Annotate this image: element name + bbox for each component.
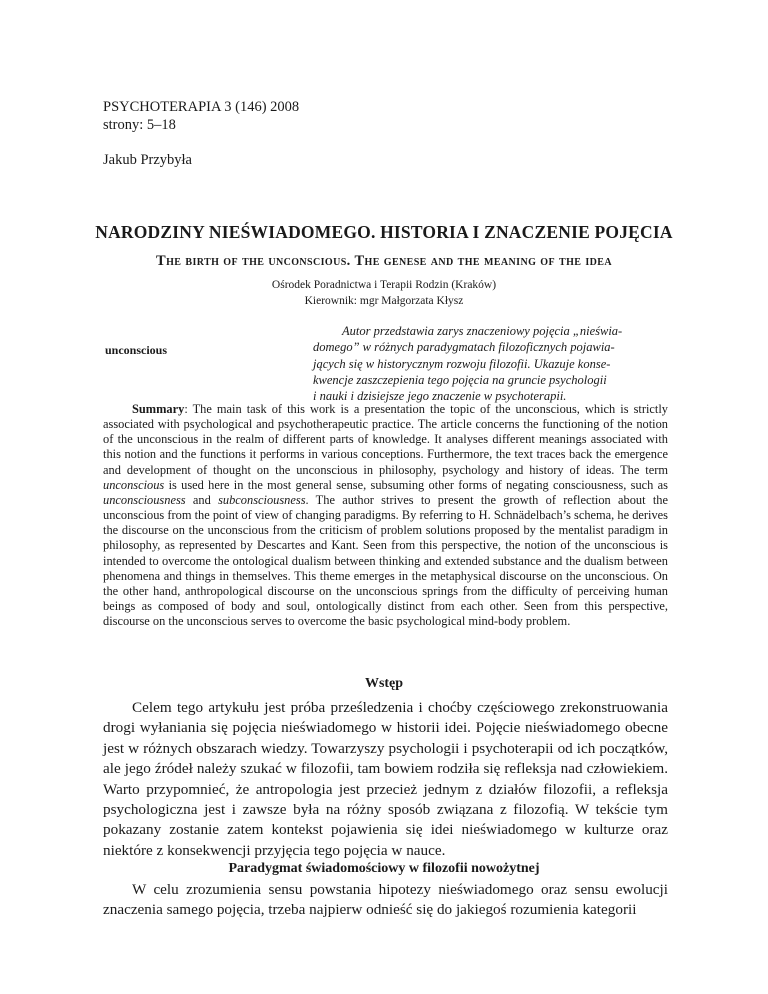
abstract-line: jących się w historycznym rozwoju filozofii. Ukazuje konse- [313,356,611,371]
summary-text: is used here in the most general sense, subsuming other forms of negating consciousness, such as [164,477,668,492]
article-title: NARODZINY NIEŚWIADOMEGO. HISTORIA I ZNACZENIE POJĘCIA [95,222,673,242]
abstract-line: kwencje zaszczepienia tego pojęcia na gruncie psychologii [313,372,607,387]
journal-pages: strony: 5–18 [103,117,176,133]
summary-text: : The main task of this work is a presentation the topic of the unconscious, which is strictly associated with psychological and psychotherapeutic practice. The article concerns the functioning of the notion of the unconscious in the realm of different parts of knowledge. It analyses different meanings associated with this notion and the functions it performs in various conceptions. Furthermore, the text traces back the emergence and development of thought on the unconscious in philosophy, psychology and history of ideas. The term [103,402,668,477]
summary-term: subconsciousness [218,492,306,507]
abstract-polish [313,323,665,404]
summary-text: . The author strives to present the growth of reflection about the unconscious from the point of view of changing paradigms. By referring to H. Schnädelbach’s schema, he derives the discourse on the unconscious from the criticism of problem solutions proposed by the mentalist paradigm in philosophy, as represented by Descartes and Kant. Seen from this perspective, the notion of the unconscious is intended to overcome the ontological dualism between thinking and extended substance and the dualism between phenomena and things in themselves. This theme emerges in the metaphysical discourse on the unconscious. On the other hand, anthropological discourse on the unconscious springs from the difficulty of perceiving human beings as composed of body and soul, ontologically distinct from each other. Seen from this perspective, discourse on the unconscious serves to overcome the basic psychological mind-body problem. [103,492,668,629]
section-paragraph: Celem tego artykułu jest próba prześledzenia i choćby częściowego zrekonstruowania drogi wyłaniania się pojęcia nieświadomego w historii idei. Pojęcie nieświadomego obecne jest w różnych obszarach wiedzy. Towarzyszy psychologii i psychoterapii od ich początków, ale jego źródeł należy szukać w filozofii, tam bowiem rodziła się refleksja nad człowiekiem. Warto przypomnieć, że antropologia jest przecież jednym z działów filozofii, a refleksja psychologiczna jest i zawsze była na różny sposób związana z filozofią. W tekście tym pokazany zostanie zatem kontekst pojawienia się idei nieświadomego w kulturze oraz niektóre z konsekwencji przyjęcia tego pojęcia w nauce. [103,699,668,859]
article-subtitle: The birth of the unconscious. The genese and the meaning of the idea [156,253,612,269]
abstract-line: i nauki i dzisiejsze jego znaczenie w psychoterapii. [313,389,567,404]
keywords: unconscious [105,343,168,357]
abstract-line: domego” w różnych paradygmatach filozoficznych pojawia- [313,340,615,355]
section-heading: Wstęp [364,676,404,691]
affiliation-head: Kierownik: mgr Małgorzata Kłysz [304,295,464,307]
affiliation-institution: Ośrodek Poradnictwa i Terapii Rodzin (Kraków) [271,279,497,291]
summary-label: Summary [132,402,185,416]
section-paragraph: W celu zrozumienia sensu powstania hipotezy nieświadomego oraz sensu ewolucji znaczenia samego pojęcia, trzeba najpierw odnieść się do jakiegoś rozumienia kategorii [103,881,668,919]
summary-paragraph [103,402,668,629]
abstract-line: Autor przedstawia zarys znaczeniowy pojęcia „nieświa- [342,324,623,338]
summary-text: and [185,492,219,507]
author-name: Jakub Przybyła [103,152,192,168]
summary-term: unconsciousness [103,492,186,507]
journal-name: PSYCHOTERAPIA 3 (146) 2008 [103,99,300,115]
section-heading: Paradygmat świadomościowy w filozofii nowożytnej [228,861,540,876]
summary-term: unconscious [103,477,165,492]
